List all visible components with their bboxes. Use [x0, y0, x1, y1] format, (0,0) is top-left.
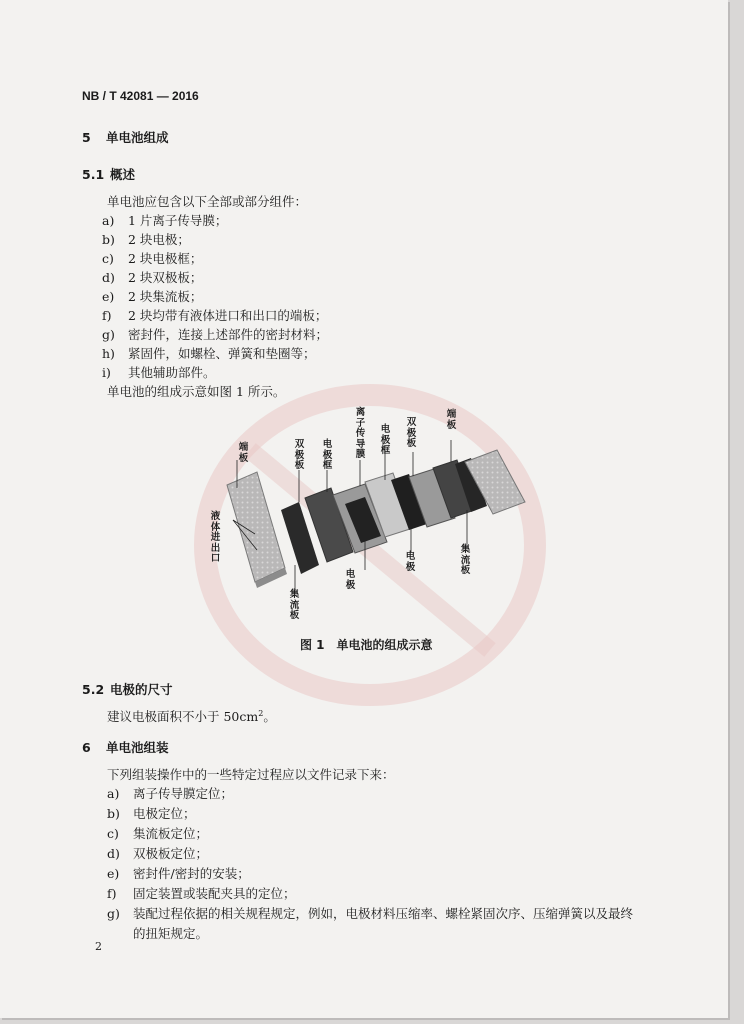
- list-item: d) 双极板定位；: [107, 846, 209, 861]
- list-item: c) 2 块电极框；: [102, 251, 203, 266]
- list-item: b) 2 块电极；: [102, 232, 190, 247]
- label-bipolar-left: 双极板: [294, 439, 305, 471]
- label-electrode-right: 电极: [405, 551, 416, 573]
- section-5-2-heading: 5.2 电极的尺寸: [82, 682, 173, 697]
- section-6-heading: 6 单电池组装: [82, 740, 169, 755]
- figure-reference: 单电池的组成示意如图 1 所示。: [107, 384, 286, 399]
- label-membrane: 离子传导膜: [355, 407, 366, 460]
- list-item: f) 2 块均带有液体进口和出口的端板；: [102, 308, 328, 323]
- cell-exploded-diagram: [215, 440, 545, 620]
- electrode-area-text: 建议电极面积不小于 $50cm^2$。: [107, 708, 276, 724]
- list-item: i) 其他辅助部件。: [102, 365, 216, 380]
- list-item: a) 离子传导膜定位；: [107, 786, 234, 801]
- page-number: 2: [95, 940, 102, 953]
- label-electrode-left: 电极: [345, 569, 356, 591]
- label-electrode-frame-right: 电极框: [380, 424, 391, 456]
- standard-code: NB / T 42081 — 2016: [82, 89, 199, 103]
- label-bipolar-right: 双极板: [406, 417, 417, 449]
- list-item: b) 电极定位；: [107, 806, 196, 821]
- label-current-collector-right: 集流板: [460, 544, 471, 576]
- label-electrode-frame-left: 电极框: [322, 439, 333, 471]
- list-item: g) 密封件，连接上述部件的密封材料；: [102, 327, 329, 342]
- list-item: f) 固定装置或装配夹具的定位；: [107, 886, 296, 901]
- list-item: a) 1 片离子传导膜；: [102, 213, 228, 228]
- label-end-plate-left: 端板: [238, 442, 249, 464]
- section-5-1-intro: 单电池应包含以下全部或部分组件：: [107, 194, 308, 209]
- label-end-plate-right: 端板: [446, 409, 457, 431]
- list-item: c) 集流板定位；: [107, 826, 209, 841]
- section-6-intro: 下列组装操作中的一些特定过程应以文件记录下来：: [107, 767, 395, 782]
- label-liquid-inlet-outlet: 液体进出口: [210, 511, 221, 564]
- section-5-heading: 5 单电池组成: [82, 130, 169, 145]
- label-current-collector-left: 集流板: [289, 589, 300, 621]
- list-item-continuation: 的扭矩规定。: [133, 926, 209, 941]
- list-item: d) 2 块双极板；: [102, 270, 203, 285]
- section-5-1-heading: 5.1 概述: [82, 167, 136, 182]
- list-item: e) 密封件/密封的安装；: [107, 866, 250, 881]
- list-item: g) 装配过程依据的相关规程规定，例如，电极材料压缩率、螺栓紧固次序、压缩弹簧以及最终: [107, 906, 634, 921]
- figure-caption: 图 1 单电池的组成示意: [300, 638, 433, 652]
- list-item: e) 2 块集流板；: [102, 289, 203, 304]
- list-item: h) 紧固件，如螺栓、弹簧和垫圈等；: [102, 346, 316, 361]
